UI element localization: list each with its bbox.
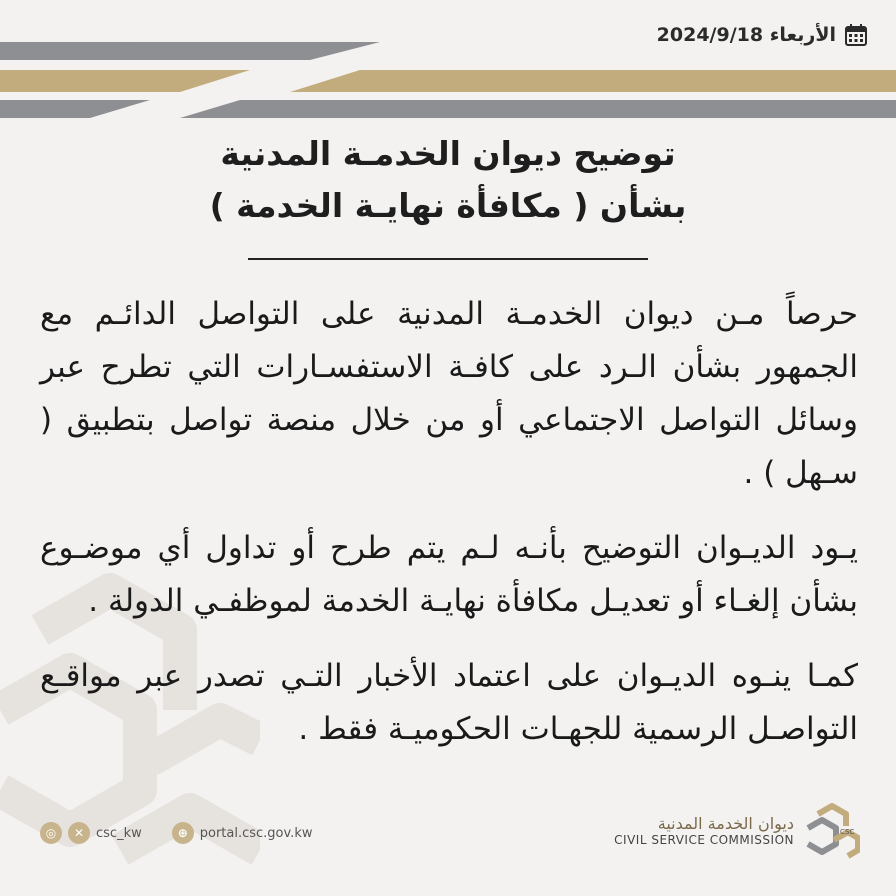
date-label: الأربعاء 2024/9/18 (656, 24, 836, 46)
calendar-icon (844, 23, 868, 47)
paragraph-2: يـود الديـوان التوضيح بأنـه لـم يتم طرح أو تداول أي موضـوع بشأن إلغـاء أو تعديـل مكافأة نهايـة الخدمة لموظفـي الدولة . (40, 530, 858, 619)
footer-links (40, 818, 336, 848)
csc-logo-icon (804, 800, 860, 860)
instagram-icon[interactable]: ◎ (40, 822, 62, 844)
title-block (0, 128, 896, 232)
paragraph-3: كمـا ينـوه الديـوان على اعتماد الأخبار التـي تصدر عبر مواقـع التواصـل الرسمية للجهـات الحكوميـة فقط . (40, 658, 858, 747)
stripe-gold-1 (0, 70, 250, 92)
date-row (657, 20, 868, 50)
paragraph-1: حرصاً مـن ديوان الخدمـة المدنية على التواصل الدائـم مع الجمهور بشأن الـرد على كافـة الاستفسـارات التي تطرح عبر وسائل التواصل الاجتماعي أو من خلال منصة تواصل بتطبيق ( سـهل ) . (40, 296, 858, 491)
page-subtitle: بشأن ( مكافأة نهايـة الخدمة ) (209, 186, 687, 225)
portal-url[interactable]: portal.csc.gov.kw (199, 825, 313, 841)
stripe-gray-3 (180, 100, 896, 118)
org-name-en: CIVIL SERVICE COMMISSION (614, 832, 794, 847)
logo-mark-text: CSC (840, 828, 855, 836)
logo-text (614, 814, 794, 847)
stripe-gray-2 (0, 100, 150, 118)
globe-icon[interactable]: ⊕ (172, 822, 194, 844)
social-handle[interactable]: csc_kw (96, 825, 142, 841)
stripe-gold-2 (290, 70, 896, 92)
title-divider (248, 258, 648, 260)
page-title: توضيح ديوان الخدمـة المدنية (220, 134, 676, 173)
org-name-ar: ديوان الخدمة المدنية (657, 813, 794, 833)
x-icon[interactable]: ✕ (68, 822, 90, 844)
org-logo (614, 790, 860, 870)
announcement-body (40, 288, 858, 778)
